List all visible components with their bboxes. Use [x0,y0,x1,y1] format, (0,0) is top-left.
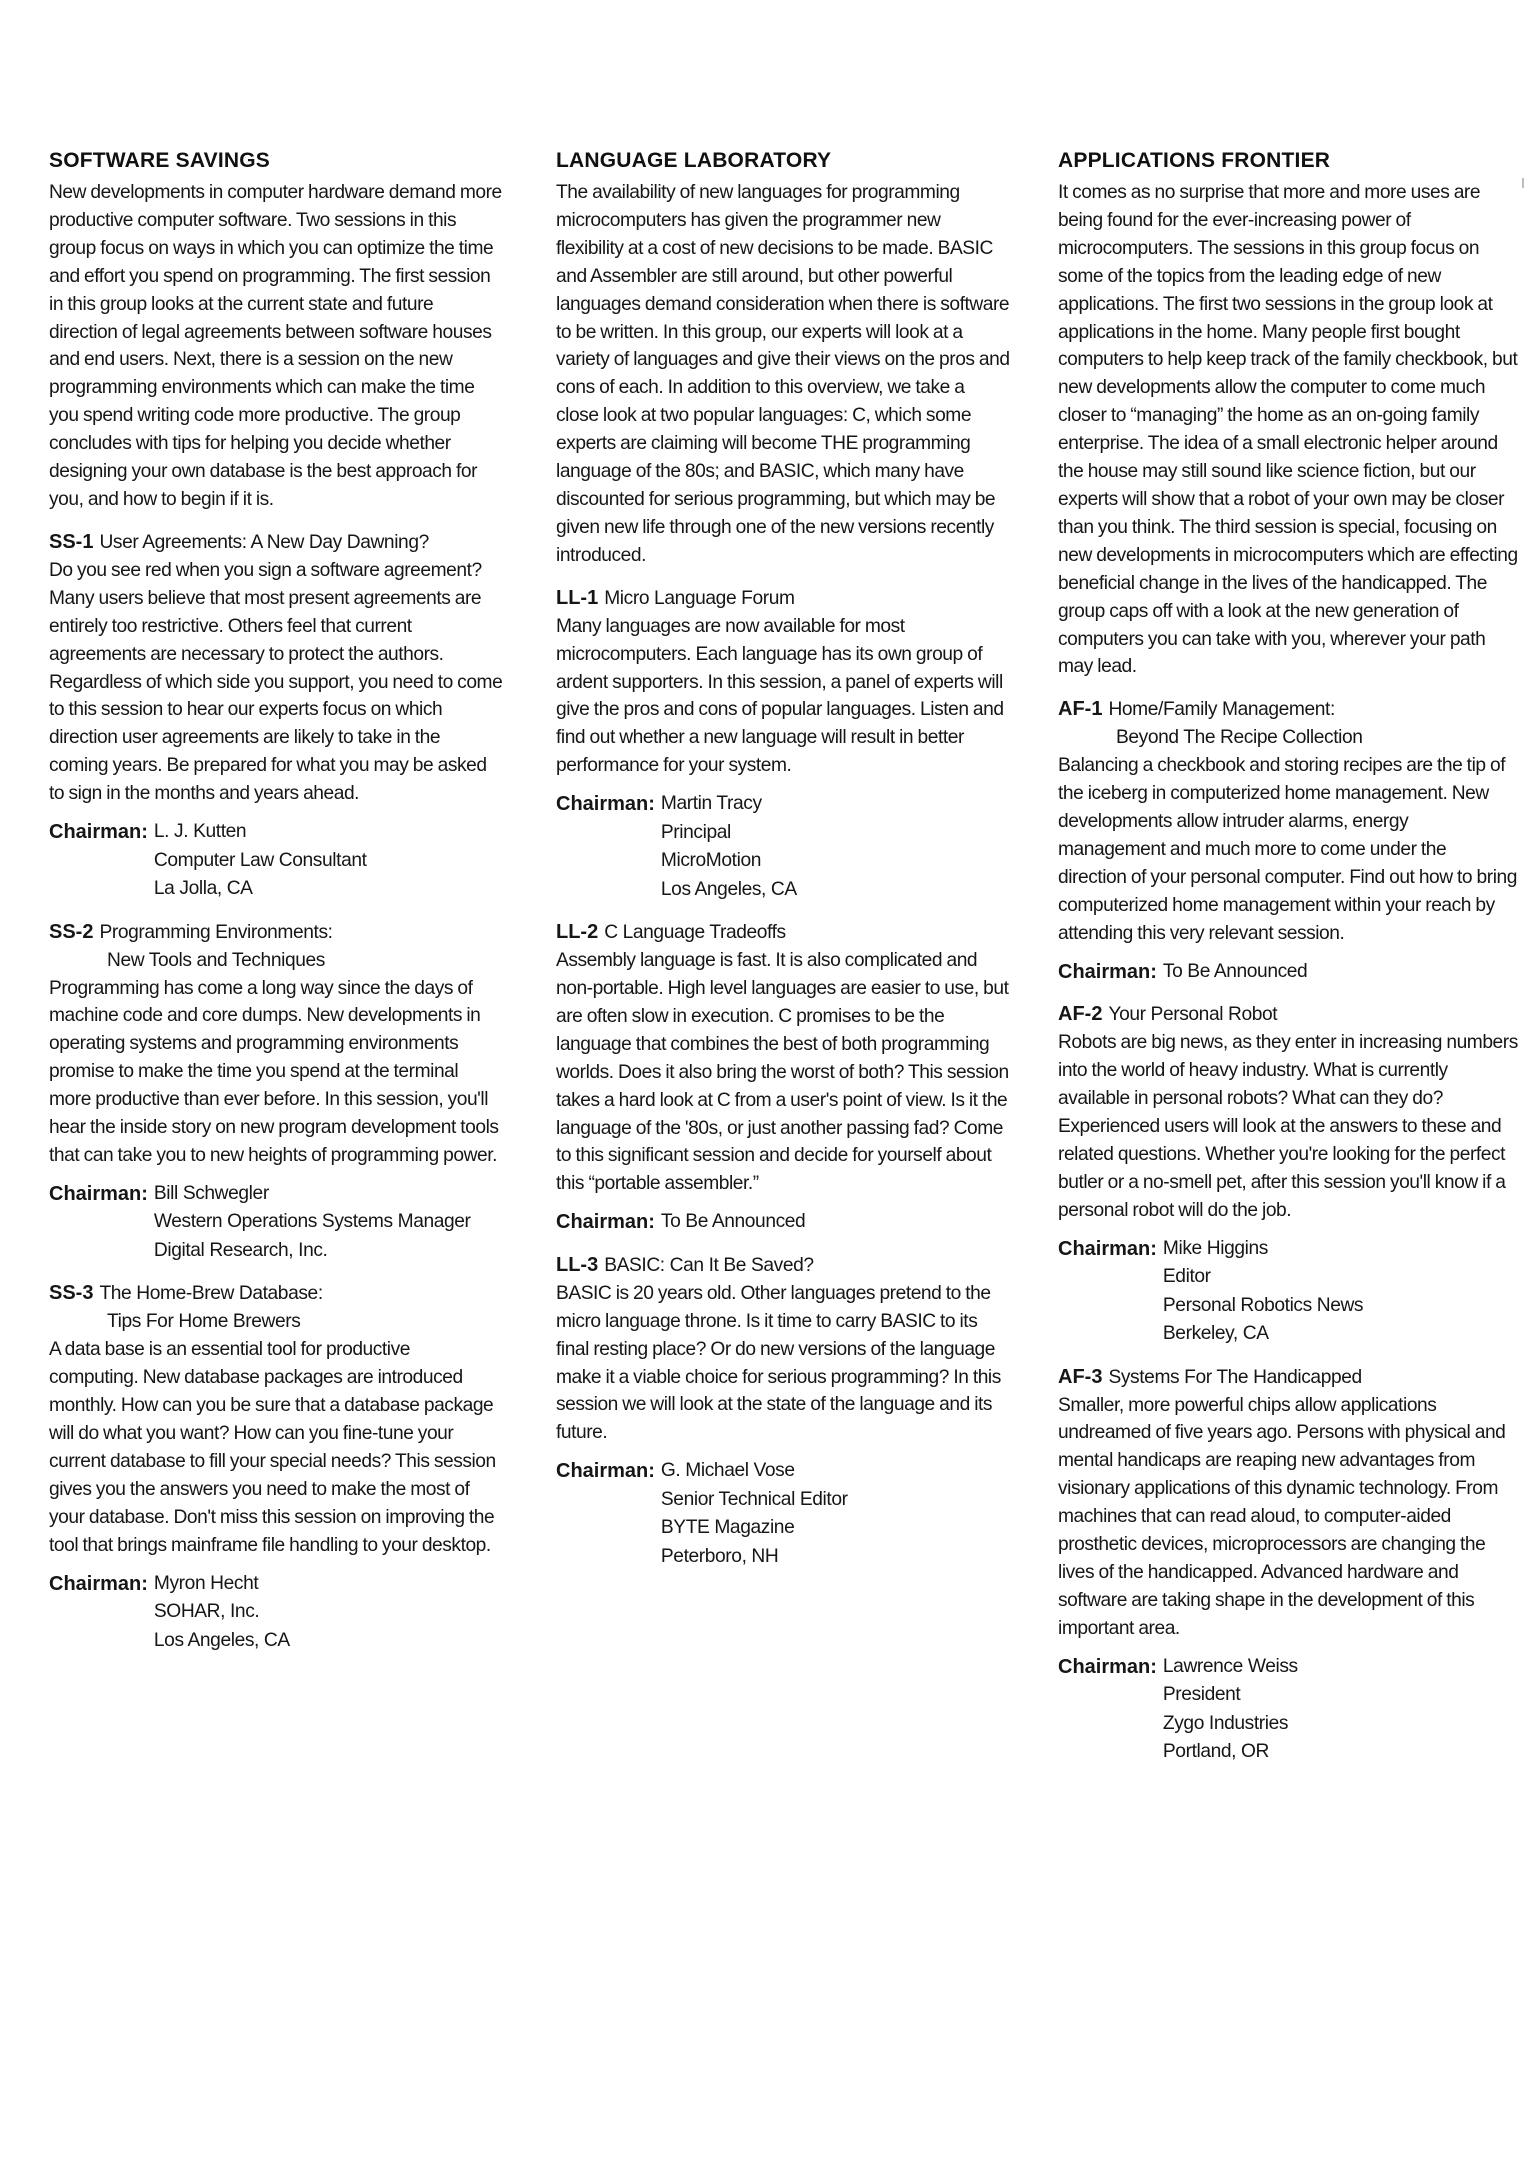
chairman-details [1163,1653,1298,1767]
session-af-2 [1058,1000,1519,1348]
chairman-label: Chairman: [556,793,655,816]
column-language-laboratory [556,148,1011,1571]
session-description: BASIC is 20 years old. Other languages pretend to the micro language throne. Is it time to carry BASIC to its final resting place? Or do new versions of the language make it a viable choice for serious programming? In this session we will look at the state of the language and its future. [556,1282,1001,1444]
chairman-details [661,790,797,904]
chairman-name: To Be Announced [1162,960,1308,982]
chairman-details [154,1180,471,1266]
chairman-location: Berkeley, CA [1162,1323,1269,1344]
chairman-title: Editor [1162,1266,1211,1287]
chairman-organization: Zygo Industries [1162,1712,1289,1734]
session-title: Systems For The Handicapped [1108,1366,1362,1388]
session-chairman [1058,1653,1519,1767]
session-code: AF-1 [1058,698,1103,721]
chairman-organization: SOHAR, Inc. [153,1601,260,1623]
chairman-organization: Digital Research, Inc. [153,1239,328,1261]
column-software-savings [49,148,503,1655]
session-code: SS-3 [49,1282,94,1305]
session-description: Assembly language is fast. It is also complicated and non-portable. High level languages are easier to use, but are often slow in execution. C promises to be the language that combines the best of both programming worlds. Does it also bring the worst of both? This session takes a hard look at C from a user's point of view. Is it the language of the '80s, or just another passing fad? Come to this significant session and decide for yourself about this “portable assembler.” [556,950,1009,1195]
session-ll-2 [556,918,1011,1237]
chairman-details [661,1457,848,1571]
session-chairman [556,1208,1011,1237]
session-title: Home/Family Management: [1108,699,1335,721]
session-title: BASIC: Can It Be Saved? [604,1254,814,1276]
section-heading: LANGUAGE LABORATORY [556,149,832,172]
session-code: LL-3 [556,1253,599,1276]
session-title: User Agreements: A New Day Dawning? [99,531,429,553]
session-code: SS-2 [49,920,94,943]
session-subtitle: Beyond The Recipe Collection [1116,727,1363,749]
session-description: Programming has come a long way since the days of machine code and core dumps. New developments in operating systems and programming environments promise to make the time you spend at the terminal more productive than ever before. In this session, you'll hear the inside story on new program development tools that can take you to new heights of programming power. [49,977,499,1166]
session-af-3 [1058,1363,1519,1767]
chairman-name: Myron Hecht [153,1572,259,1594]
chairman-title: Computer Law Consultant [153,849,367,871]
session-description: Smaller, more powerful chips allow applications undreamed of five years ago. Persons with physical and mental handicaps are reaping new advantages from visionary applications of this dynamic technology. From machines that can read aloud, to computer-aided prosthetic devices, microprocessors are changing the lives of the handicapped. Advanced hardware and software are taking shape in the development of this important area. [1058,1394,1506,1639]
chairman-location: Peterboro, NH [660,1545,779,1567]
chairman-location: Los Angeles, CA [660,878,797,900]
session-title-line [556,1251,1011,1280]
chairman-label: Chairman: [1058,1655,1157,1678]
session-title-line [1058,1363,1519,1392]
chairman-label: Chairman: [556,1460,655,1483]
section-heading: SOFTWARE SAVINGS [49,149,270,172]
session-title-line [556,918,1011,947]
section-intro: It comes as no surprise that more and more uses are being found for the ever-increasing power of microcomputers. The sessions in this group focus on some of the topics from the leading edge of new applications. The first two sessions in the group look at applications in the home. Many people first bought computers to help keep track of the family checkbook, but new developments allow the computer to come much closer to “managing” the home as an on-going family enterprise. The idea of a small electronic helper around the house may still sound like science fiction, but our experts will show that a robot of your own may be closer than you think. The third session is special, focusing on new developments in microcomputers which are effecting beneficial change in the lives of the handicapped. The group caps off with a look at the new generation of computers you can take with you, wherever your path may lead. [1058,182,1518,678]
chairman-organization: MicroMotion [660,850,761,872]
chairman-title: Western Operations Systems Manager [153,1211,471,1233]
chairman-details [1163,1235,1363,1349]
session-description: A data base is an essential tool for productive computing. New database packages are introduced monthly. How can you be sure that a database package will do what you want? How can you fine-tune your current database to fill your special needs? This session gives you the answers you need to make the most of your database. Don't miss this session on improving the tool that brings mainframe file handling to your desktop. [49,1339,496,1556]
session-chairman [556,790,1011,904]
chairman-name: Lawrence Weiss [1162,1655,1298,1677]
session-title: C Language Tradeoffs [604,922,786,944]
chairman-location: La Jolla, CA [153,878,253,900]
session-ll-1 [556,584,1011,904]
session-title-line [1058,1000,1519,1029]
session-chairman [556,1457,1011,1571]
session-chairman [1058,958,1519,987]
session-title-line [556,584,1011,613]
session-code: SS-1 [49,530,94,553]
column-applications-frontier [1058,148,1519,1767]
session-title: The Home-Brew Database: [99,1283,323,1305]
session-title-line [49,918,503,975]
section-intro: The availability of new languages for programming microcomputers has given the programmer new flexibility at a cost of new decisions to be made. BASIC and Assembler are still around, but other powerful languages demand consideration when there is software to be written. In this group, our experts will look at a variety of languages and give their views on the pros and cons of each. In addition to this overview, we take a close look at two popular languages: C, which some experts are claiming will become THE programming language of the 80s; and BASIC, which many have discounted for serious programming, but which may be given new life through one of the new versions recently introduced. [556,182,1010,566]
chairman-label: Chairman: [1058,960,1157,983]
chairman-name: L. J. Kutten [153,821,247,843]
chairman-name: G. Michael Vose [660,1460,795,1482]
session-chairman [1058,1235,1519,1349]
session-title: Your Personal Robot [1108,1004,1278,1026]
session-title-line [49,1279,503,1336]
session-chairman [49,1570,503,1656]
session-chairman [49,1180,503,1266]
session-subtitle: Tips For Home Brewers [107,1311,301,1333]
chairman-name: Martin Tracy [660,793,762,815]
chairman-details [154,1570,290,1656]
session-code: LL-1 [556,586,599,609]
chairman-label: Chairman: [49,1572,148,1595]
session-title-line [49,528,503,557]
session-title: Micro Language Forum [604,587,795,609]
chairman-organization: Personal Robotics News [1162,1294,1364,1316]
session-af-1 [1058,695,1519,986]
session-ss-1 [49,528,503,904]
chairman-details [154,818,367,904]
chairman-details [661,1208,805,1237]
scan-speck [1522,178,1524,188]
session-subtitle: New Tools and Techniques [107,949,325,971]
session-description: Many languages are now available for most microcomputers. Each language has its own group of ardent supporters. In this session, a panel of experts will give the pros and cons of popular languages. Listen and find out whether a new language will result in better performance for your system. [556,615,1004,777]
session-ll-3 [556,1251,1011,1571]
chairman-title: Senior Technical Editor [660,1488,848,1510]
chairman-label: Chairman: [49,1182,148,1205]
chairman-organization: BYTE Magazine [660,1517,795,1539]
session-description: Robots are big news, as they enter in increasing numbers into the world of heavy industry. What is currently available in personal robots? What can they do? Experienced users will look at the answers to these and related questions. Whether you're looking for the perfect butler or a no-smell pet, after this session you'll know if a personal robot will do the job. [1058,1032,1518,1221]
session-title: Programming Environments: [99,921,333,943]
session-ss-3 [49,1279,503,1655]
chairman-title: President [1162,1684,1241,1706]
chairman-title: Principal [660,821,731,843]
session-code: AF-2 [1058,1003,1103,1026]
section-heading: APPLICATIONS FRONTIER [1058,149,1331,172]
chairman-name: To Be Announced [660,1211,806,1233]
chairman-location: Portland, OR [1162,1741,1270,1763]
chairman-name: Mike Higgins [1162,1237,1268,1259]
chairman-details [1163,958,1307,987]
session-description: Do you see red when you sign a software agreement? Many users believe that most present agreements are entirely too restrictive. Others feel that current agreements are necessary to protect the authors. Regardless of which side you support, you need to come to this session to hear our experts focus on which direction user agreements are likely to take in the coming years. Be prepared for what you may be asked to sign in the months and years ahead. [49,559,503,805]
chairman-label: Chairman: [49,821,148,844]
session-code: LL-2 [556,921,599,944]
chairman-name: Bill Schwegler [153,1182,269,1204]
chairman-location: Los Angeles, CA [153,1629,290,1651]
chairman-label: Chairman: [1058,1237,1157,1260]
chairman-label: Chairman: [556,1211,655,1234]
session-ss-2 [49,918,503,1266]
session-chairman [49,818,503,904]
section-intro: New developments in computer hardware demand more productive computer software. Two sessions in this group focus on ways in which you can optimize the time and effort you spend on programming. The first session in this group looks at the current state and future direction of legal agreements between software houses and end users. Next, there is a session on the new programming environments which can make the time you spend writing code more productive. The group concludes with tips for helping you decide whether designing your own database is the best approach for you, and how to begin if it is. [49,182,502,510]
session-code: AF-3 [1058,1365,1103,1388]
session-title-line [1058,695,1519,752]
session-description: Balancing a checkbook and storing recipes are the tip of the iceberg in computerized home management. New developments allow intruder alarms, energy management and much more to come under the direction of your personal computer. Find out how to bring computerized home management within your reach by attending this very relevant session. [1058,755,1517,944]
